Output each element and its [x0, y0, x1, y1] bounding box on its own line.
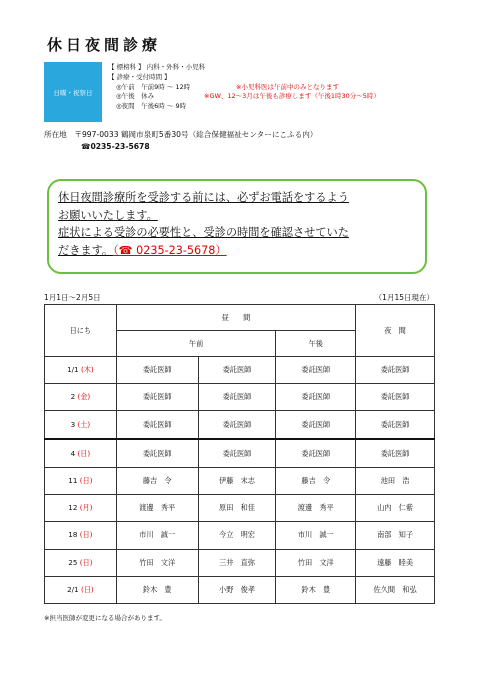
notice-box: [47, 179, 427, 274]
schedule-table: [44, 304, 435, 604]
table-row: 11 (日) 藤吉 令 伊藤 末志 藤吉 令 池田 浩: [45, 468, 435, 495]
info-line: ◎夜間 午後6時 ～ 9時: [116, 102, 187, 111]
header-daytime: 昼 間: [116, 305, 355, 331]
info-lines: [108, 63, 380, 112]
table-row: 2/1 (日) 鈴木 豊 小野 俊孝 鈴木 豊 佐久間 和弘: [45, 576, 435, 603]
as-of-label: （1月15日現在）: [374, 293, 434, 302]
header-night: 夜 間: [356, 305, 435, 357]
table-row: 4 (日) 委託医師 委託医師 委託医師 委託医師: [45, 439, 435, 467]
notice-line: お願いいたします。: [58, 208, 158, 222]
table-row: 12 (月) 渡邊 秀平 原田 和佳 渡邊 秀平 山内 仁紫: [45, 495, 435, 522]
table-row: 25 (日) 竹田 文洋 三井 直弥 竹田 文洋 遠藤 睦美: [45, 549, 435, 576]
notice-line: 休日夜間診療所を受診する前には、必ずお電話をするよう: [58, 191, 349, 204]
info-box-label: 日曜・祝祭日: [44, 62, 102, 122]
table-row: 3 (土) 委託医師 委託医師 委託医師 委託医師: [45, 411, 435, 439]
info-line: 【 標榜科 】 内科・外科・小児科: [108, 63, 206, 71]
table-row: 18 (日) 市川 誠一 今立 明宏 市川 誠一 南部 知子: [45, 522, 435, 549]
notice-line: 症状による受診の必要性と、受診の時間を確認させていた: [58, 226, 349, 239]
period-label: 1月1日～2月5日: [44, 293, 101, 302]
header-date: 日にち: [45, 305, 117, 357]
table-row: 2 (金) 委託医師 委託医師 委託医師 委託医師: [45, 384, 435, 411]
header-pm: 午後: [276, 331, 356, 357]
info-line: 【 診療・受付時間 】: [108, 72, 171, 81]
notice-tel[interactable]: （☎ 0235-23-5678）: [113, 243, 227, 257]
address-block: [44, 129, 317, 153]
info-line: ◎午前 午前9時 ～ 12時 ※小児科医は午前中のみとなります: [116, 82, 339, 91]
footnote: ※担当医師が変更になる場合があります。: [44, 614, 166, 622]
table-row: 1/1 (木) 委託医師 委託医師 委託医師 委託医師: [45, 357, 435, 384]
notice-line: だきます。（☎ 0235-23-5678）: [58, 243, 227, 257]
page-title: 休日夜間診療: [47, 36, 162, 54]
header-am: 午前: [116, 331, 276, 357]
address-tel: ☎0235-23-5678: [81, 142, 150, 151]
info-line: ◎午後 休み ※GW、12～3月は午後も診療します（午後1時30分～5時）: [116, 92, 380, 101]
address: 所在地 〒997-0033 鶴岡市泉町5番30号（総合保健福祉センターにこふる内）: [44, 130, 318, 139]
